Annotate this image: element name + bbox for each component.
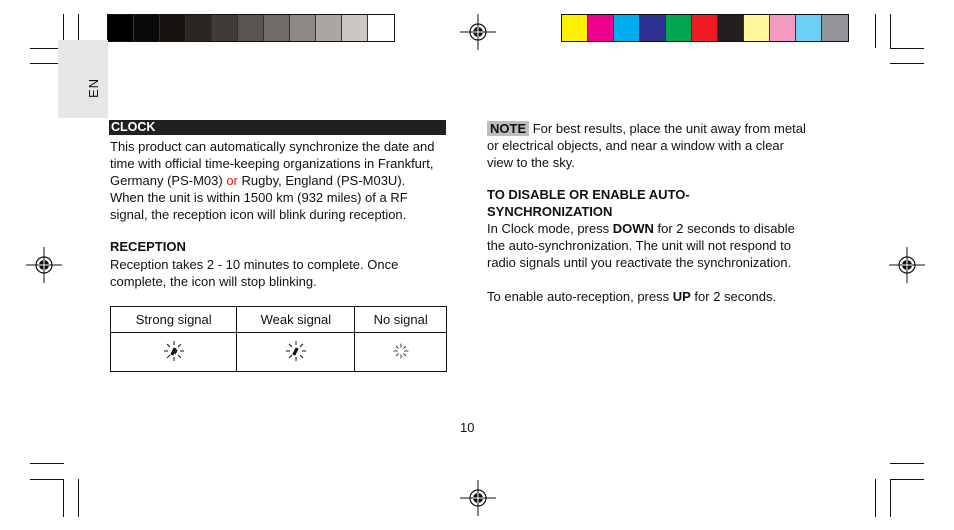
crop-mark	[890, 463, 924, 464]
clock-heading: CLOCK	[109, 120, 446, 135]
text-segment: To enable auto-reception, press	[487, 289, 673, 304]
text-line	[487, 220, 832, 237]
text-line: complete, the icon will stop blinking.	[110, 274, 317, 289]
text-line: time with official time-keeping organizations in Frankfurt,	[110, 156, 434, 171]
color-swatch	[822, 15, 848, 41]
crop-mark	[78, 479, 79, 517]
signal-strong-cell	[111, 333, 237, 372]
signal-weak-icon	[285, 340, 307, 362]
or-highlight: or	[226, 173, 238, 188]
note-label: NOTE	[487, 121, 529, 136]
registration-mark-icon	[460, 14, 496, 50]
text-line: This product can automatically synchronize the date and	[110, 139, 435, 154]
signal-header-none: No signal	[355, 307, 447, 333]
color-swatch	[718, 15, 744, 41]
text-line	[487, 120, 832, 137]
enable-paragraph	[487, 288, 832, 305]
signal-table-icon-row	[111, 333, 447, 372]
signal-table	[110, 306, 447, 372]
text-line: When the unit is within 1500 km (932 miles) of a RF	[110, 190, 408, 205]
signal-header-strong: Strong signal	[111, 307, 237, 333]
text-line: view to the sky.	[487, 155, 575, 170]
cmyk-color-bar	[561, 14, 849, 42]
reception-paragraph	[110, 256, 455, 290]
color-swatch	[238, 15, 264, 41]
clock-paragraph	[110, 138, 455, 223]
disable-paragraph	[487, 220, 832, 271]
signal-strong-icon	[163, 340, 185, 362]
registration-mark-icon	[460, 480, 496, 516]
signal-none-cell	[355, 333, 447, 372]
up-key-label: UP	[672, 289, 691, 304]
reception-heading: RECEPTION	[110, 239, 186, 254]
crop-mark	[890, 479, 891, 517]
text-segment: In Clock mode, press	[487, 221, 613, 236]
text-segment: Rugby, England (PS-M03U).	[237, 173, 406, 188]
crop-mark	[890, 48, 924, 49]
text-line: or electrical objects, and near a window with a clear	[487, 138, 784, 153]
disable-enable-heading	[487, 186, 690, 220]
crop-mark	[890, 14, 891, 48]
color-swatch	[134, 15, 160, 41]
color-swatch	[744, 15, 770, 41]
color-swatch	[770, 15, 796, 41]
text-segment: for 2 seconds to disable	[653, 221, 795, 236]
color-swatch	[562, 15, 588, 41]
text-segment: Germany (PS-M03)	[110, 173, 227, 188]
signal-header-weak: Weak signal	[237, 307, 355, 333]
crop-mark	[875, 479, 876, 517]
color-swatch	[666, 15, 692, 41]
color-swatch	[186, 15, 212, 41]
color-swatch	[160, 15, 186, 41]
color-swatch	[212, 15, 238, 41]
crop-mark	[30, 463, 64, 464]
signal-none-icon	[392, 342, 410, 360]
text-line: the auto-synchronization. The unit will not respond to	[487, 238, 791, 253]
signal-weak-cell	[237, 333, 355, 372]
text-line: signal, the reception icon will blink during reception.	[110, 207, 407, 222]
text-line: radio signals until you reactivate the synchronization.	[487, 255, 792, 270]
registration-mark-icon	[889, 247, 925, 283]
registration-mark-icon	[26, 247, 62, 283]
crop-mark	[890, 63, 924, 64]
color-swatch	[614, 15, 640, 41]
color-swatch	[342, 15, 368, 41]
note-paragraph	[487, 120, 832, 171]
color-swatch	[692, 15, 718, 41]
down-key-label: DOWN	[612, 221, 654, 236]
color-swatch	[290, 15, 316, 41]
page-number: 10	[460, 420, 475, 435]
text-line	[110, 172, 455, 189]
crop-mark	[63, 479, 64, 517]
crop-mark	[875, 14, 876, 48]
color-swatch	[640, 15, 666, 41]
text-segment: For best results, place the unit away from metal	[529, 121, 806, 136]
color-swatch	[316, 15, 342, 41]
crop-mark	[30, 479, 64, 480]
text-line: Reception takes 2 - 10 minutes to complete. Once	[110, 257, 399, 272]
text-segment: for 2 seconds.	[690, 289, 777, 304]
color-swatch	[264, 15, 290, 41]
color-swatch	[368, 15, 394, 41]
heading-line: TO DISABLE OR ENABLE AUTO-	[487, 187, 690, 202]
color-swatch	[108, 15, 134, 41]
heading-line: SYNCHRONIZATION	[487, 204, 613, 219]
crop-mark	[890, 479, 924, 480]
color-swatch	[796, 15, 822, 41]
signal-table-header-row	[111, 307, 447, 333]
grayscale-color-bar	[107, 14, 395, 42]
color-swatch	[588, 15, 614, 41]
language-tab-label: EN	[86, 77, 101, 98]
